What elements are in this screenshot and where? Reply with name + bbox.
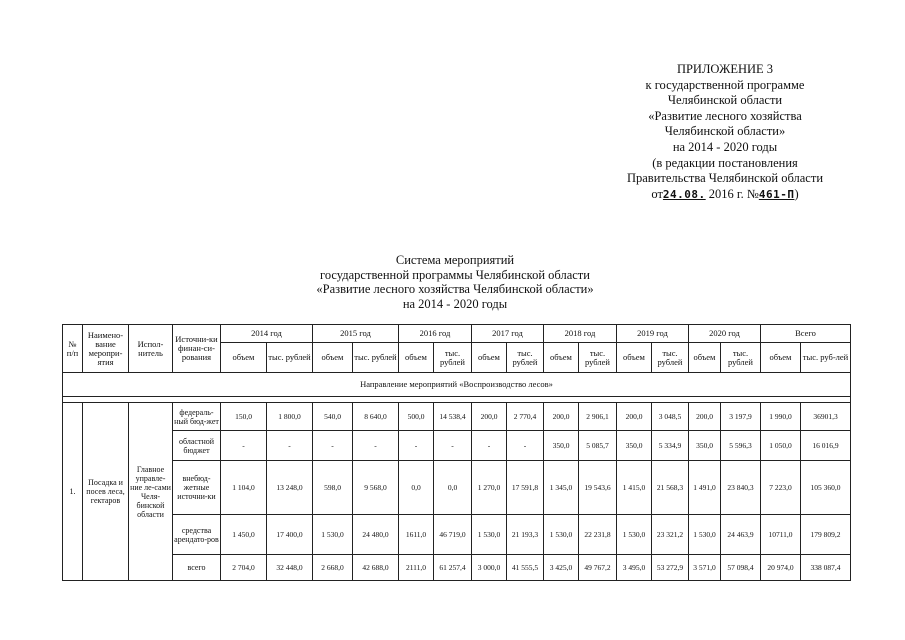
value-cell: -	[434, 431, 472, 461]
value-cell: 0,0	[434, 461, 472, 515]
appendix-block	[590, 62, 860, 202]
value-cell: 17 400,0	[267, 515, 313, 555]
value-cell: 1 415,0	[617, 461, 652, 515]
value-cell: -	[267, 431, 313, 461]
value-cell: 350,0	[544, 431, 579, 461]
value-cell: 150,0	[221, 403, 267, 431]
value-cell: 200,0	[544, 403, 579, 431]
header-year-2019: 2019 год	[617, 325, 689, 343]
table-row	[63, 515, 851, 555]
value-cell: 1611,0	[399, 515, 434, 555]
subheader-volume: объем	[472, 343, 507, 373]
subheader-volume: объем	[761, 343, 801, 373]
value-cell: 1 800,0	[267, 403, 313, 431]
value-cell: 42 688,0	[353, 555, 399, 581]
subheader-volume: объем	[221, 343, 267, 373]
value-cell: 350,0	[617, 431, 652, 461]
value-cell: 1 345,0	[544, 461, 579, 515]
value-cell: 61 257,4	[434, 555, 472, 581]
value-cell: 3 495,0	[617, 555, 652, 581]
value-cell: 1 530,0	[689, 515, 721, 555]
value-cell: 2 668,0	[313, 555, 353, 581]
appendix-line: ПРИЛОЖЕНИЕ 3	[676, 62, 774, 76]
value-cell: 200,0	[617, 403, 652, 431]
value-cell: 179 809,2	[801, 515, 851, 555]
value-cell: -	[507, 431, 544, 461]
source-cell: всего	[173, 555, 221, 581]
appendix-line: Правительства Челябинской области	[626, 171, 824, 186]
value-cell: 16 016,9	[801, 431, 851, 461]
value-cell: 7 223,0	[761, 461, 801, 515]
appendix-line: Челябинской области»	[664, 124, 786, 139]
value-cell: 22 231,8	[579, 515, 617, 555]
value-cell: 1 530,0	[313, 515, 353, 555]
subheader-money: тыс. рублей	[267, 343, 313, 373]
value-cell: 1 990,0	[761, 403, 801, 431]
value-cell: 20 974,0	[761, 555, 801, 581]
value-cell: -	[472, 431, 507, 461]
value-cell: 24 480,0	[353, 515, 399, 555]
date-mid: 2016 г. №	[708, 186, 759, 201]
value-cell: 9 568,0	[353, 461, 399, 515]
number-handwritten: 461-П	[758, 187, 795, 201]
value-cell: 13 248,0	[267, 461, 313, 515]
value-cell: -	[399, 431, 434, 461]
table-row	[63, 461, 851, 515]
value-cell: 0,0	[399, 461, 434, 515]
value-cell: 1 530,0	[472, 515, 507, 555]
value-cell: 36901,3	[801, 403, 851, 431]
value-cell: 1 530,0	[544, 515, 579, 555]
table-row	[63, 431, 851, 461]
value-cell: 3 571,0	[689, 555, 721, 581]
table-row	[63, 555, 851, 581]
value-cell: -	[313, 431, 353, 461]
value-cell: 3 425,0	[544, 555, 579, 581]
value-cell: 57 098,4	[721, 555, 761, 581]
value-cell: 23 840,3	[721, 461, 761, 515]
value-cell: 14 538,4	[434, 403, 472, 431]
subheader-volume: объем	[617, 343, 652, 373]
appendix-line: «Развитие лесного хозяйства	[648, 108, 802, 123]
header-total: Всего	[761, 325, 851, 343]
value-cell: 53 272,9	[652, 555, 689, 581]
value-cell: 1 270,0	[472, 461, 507, 515]
header-year-2016: 2016 год	[399, 325, 472, 343]
value-cell: 200,0	[472, 403, 507, 431]
header-source: Источни-ки финан-си-рования	[173, 325, 221, 373]
value-cell: 10711,0	[761, 515, 801, 555]
header-year-2015: 2015 год	[313, 325, 399, 343]
value-cell: 3 197,9	[721, 403, 761, 431]
date-suffix: )	[794, 186, 799, 201]
source-cell: внебюд-жетные источни-ки	[173, 461, 221, 515]
value-cell: 2 906,1	[579, 403, 617, 431]
value-cell: 21 193,3	[507, 515, 544, 555]
header-year-2014: 2014 год	[221, 325, 313, 343]
value-cell: 2 770,4	[507, 403, 544, 431]
subheader-volume: объем	[313, 343, 353, 373]
header-year-2018: 2018 год	[544, 325, 617, 343]
value-cell: 338 087,4	[801, 555, 851, 581]
appendix-line: к государственной программе	[645, 77, 805, 92]
row-number: 1.	[63, 403, 83, 581]
measures-table	[62, 324, 851, 581]
title-line: «Развитие лесного хозяйства Челябинской области»	[316, 282, 594, 296]
document-title	[240, 253, 670, 311]
subheader-volume: объем	[399, 343, 434, 373]
section-heading: Направление мероприятий «Воспроизводство лесов»	[63, 373, 851, 397]
appendix-date-line	[590, 187, 860, 203]
title-line: государственной программы Челябинской области	[320, 267, 590, 282]
value-cell: 5 085,7	[579, 431, 617, 461]
title-line: Система мероприятий	[395, 253, 515, 267]
activity-name: Посадка и посев леса, гектаров	[83, 403, 129, 581]
value-cell: 21 568,3	[652, 461, 689, 515]
value-cell: 1 104,0	[221, 461, 267, 515]
appendix-line: (в редакции постановления	[652, 155, 798, 170]
title-line: на 2014 - 2020 годы	[402, 296, 508, 311]
subheader-volume: объем	[689, 343, 721, 373]
value-cell: 540,0	[313, 403, 353, 431]
source-cell: средства арендато-ров	[173, 515, 221, 555]
value-cell: 17 591,8	[507, 461, 544, 515]
table-row	[63, 403, 851, 431]
value-cell: 2 704,0	[221, 555, 267, 581]
header-year-2017: 2017 год	[472, 325, 544, 343]
value-cell: 1 491,0	[689, 461, 721, 515]
value-cell: 24 463,9	[721, 515, 761, 555]
value-cell: 350,0	[689, 431, 721, 461]
value-cell: 1 050,0	[761, 431, 801, 461]
header-name: Наимено-вание меропри-ятия	[83, 325, 129, 373]
value-cell: 105 360,0	[801, 461, 851, 515]
value-cell: 5 334,9	[652, 431, 689, 461]
value-cell: 1 530,0	[617, 515, 652, 555]
value-cell: 500,0	[399, 403, 434, 431]
date-prefix: от	[651, 186, 663, 201]
executor-name: Главное управле-ние ле-сами Челя-бинской области	[129, 403, 173, 581]
value-cell: 23 321,2	[652, 515, 689, 555]
header-year-2020: 2020 год	[689, 325, 761, 343]
subheader-money: тыс. рублей	[434, 343, 472, 373]
appendix-line: Челябинской области	[667, 93, 783, 108]
subheader-money: тыс. рублей	[507, 343, 544, 373]
value-cell: 598,0	[313, 461, 353, 515]
value-cell: 3 048,5	[652, 403, 689, 431]
value-cell: -	[353, 431, 399, 461]
subheader-volume: объем	[544, 343, 579, 373]
value-cell: 8 640,0	[353, 403, 399, 431]
source-cell: областной бюджет	[173, 431, 221, 461]
date-handwritten: 24.08.	[662, 187, 706, 201]
subheader-money: тыс. рублей	[652, 343, 689, 373]
subheader-money-total: тыс. руб-лей	[801, 343, 851, 373]
value-cell: 41 555,5	[507, 555, 544, 581]
value-cell: 200,0	[689, 403, 721, 431]
header-executor: Испол-нитель	[129, 325, 173, 373]
subheader-money: тыс. рублей	[353, 343, 399, 373]
header-num: № п/п	[63, 325, 83, 373]
value-cell: 19 543,6	[579, 461, 617, 515]
value-cell: 32 448,0	[267, 555, 313, 581]
value-cell: 1 450,0	[221, 515, 267, 555]
value-cell: 49 767,2	[579, 555, 617, 581]
source-cell: федераль-ный бюд-жет	[173, 403, 221, 431]
value-cell: 3 000,0	[472, 555, 507, 581]
subheader-money: тыс. рублей	[579, 343, 617, 373]
appendix-line: на 2014 - 2020 годы	[672, 139, 778, 154]
value-cell: 2111,0	[399, 555, 434, 581]
value-cell: 5 596,3	[721, 431, 761, 461]
value-cell: -	[221, 431, 267, 461]
value-cell: 46 719,0	[434, 515, 472, 555]
subheader-money: тыс. рублей	[721, 343, 761, 373]
